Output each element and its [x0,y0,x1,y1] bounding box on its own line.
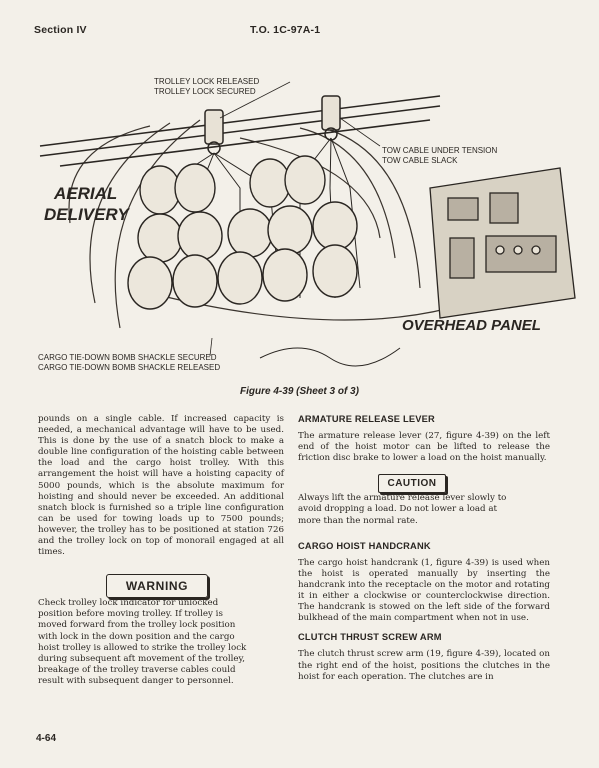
monorail [40,96,440,166]
label-tow-cable-under-tension: TOW CABLE UNDER TENSION [382,146,498,155]
figure-caption: Figure 4-39 (Sheet 3 of 3) [240,386,359,397]
right-column [298,414,550,683]
floor-cable [260,348,400,366]
page-number: 4-64 [36,733,57,744]
label-aerial: AERIAL [54,184,118,203]
label-trolley-lock-released: TROLLEY LOCK RELEASED [154,77,260,86]
section-header: Section IV [34,24,87,36]
label-shackle-secured: CARGO TIE-DOWN BOMB SHACKLE SECURED [38,353,217,362]
handcrank-text: The cargo hoist handcrank (1, figure 4-39) is used when the hoist is operated manually by inserting the handcrank into the receptacle on the motor and rotating it in either a clockwise or counterclockwise direction. The handcrank is stowed on the left side of the forward bulkhead of the main compartment when not in use. [298,557,550,624]
label-tow-cable-slack: TOW CABLE SLACK [382,156,458,165]
caution-text: Always lift the armature release lever slowly to avoid dropping a load. Do not lower a load at more than the normal rate. [298,493,507,526]
armature-text: The armature release lever (27, figure 4-39) on the left end of the hoist motor can be lifted to release the friction disc brake to lower a load on the hoist manually. [298,431,550,464]
warning-text: Check trolley lock indicator for unlocked position before moving trolley. If trolley is moved forward from the trolley lock position with lock in the down position and the cargo hoist trolley is allowed to strike the trolley lock during subsequent aft movement of the trolley, breakage of the trolley traverse cables could result with subsequent danger to personnel. [38,598,247,686]
figure-illustration [0,38,599,388]
clutch-text: The clutch thrust screw arm (19, figure 4-39), located on the right end of the hoist, positions the clutches in the hoist for each operation. The clutches are in [298,649,550,682]
warning-box [106,574,208,598]
left-column [38,414,284,687]
handcrank-heading: CARGO HOIST HANDCRANK [298,540,431,551]
body-paragraph: pounds on a single cable. If increased capacity is needed, a mechanical advantage will have to be used. This is done by the use of a snatch block to make a double line configuration of the hoisting cable between the load and the cargo hoist trolley. With this arrangement the hoist will have a hoisting capacity of 5000 pounds, which is the absolute maximum for hoisting and should never be exceeded. An additional snatch block is furnished so a triple line configuration can be used for towing loads up to 7500 pounds; however, the trolley has to be positioned at station 726 and the trolley lock on top of monorail engaged at all times. [38,414,284,558]
label-overhead-panel: OVERHEAD PANEL [402,317,541,334]
label-shackle-released: CARGO TIE-DOWN BOMB SHACKLE RELEASED [38,363,221,372]
clutch-heading: CLUTCH THRUST SCREW ARM [298,632,442,643]
caution-box [378,474,446,493]
label-trolley-lock-secured: TROLLEY LOCK SECURED [154,87,256,96]
armature-heading: ARMATURE RELEASE LEVER [298,414,435,424]
warning-label: WARNING [125,578,189,593]
cargo-drums [128,156,357,309]
caution-label: CAUTION [387,478,437,490]
to-number-header: T.O. 1C-97A-1 [250,24,321,36]
overhead-panel-drawing [430,168,575,318]
label-delivery: DELIVERY [44,205,129,224]
